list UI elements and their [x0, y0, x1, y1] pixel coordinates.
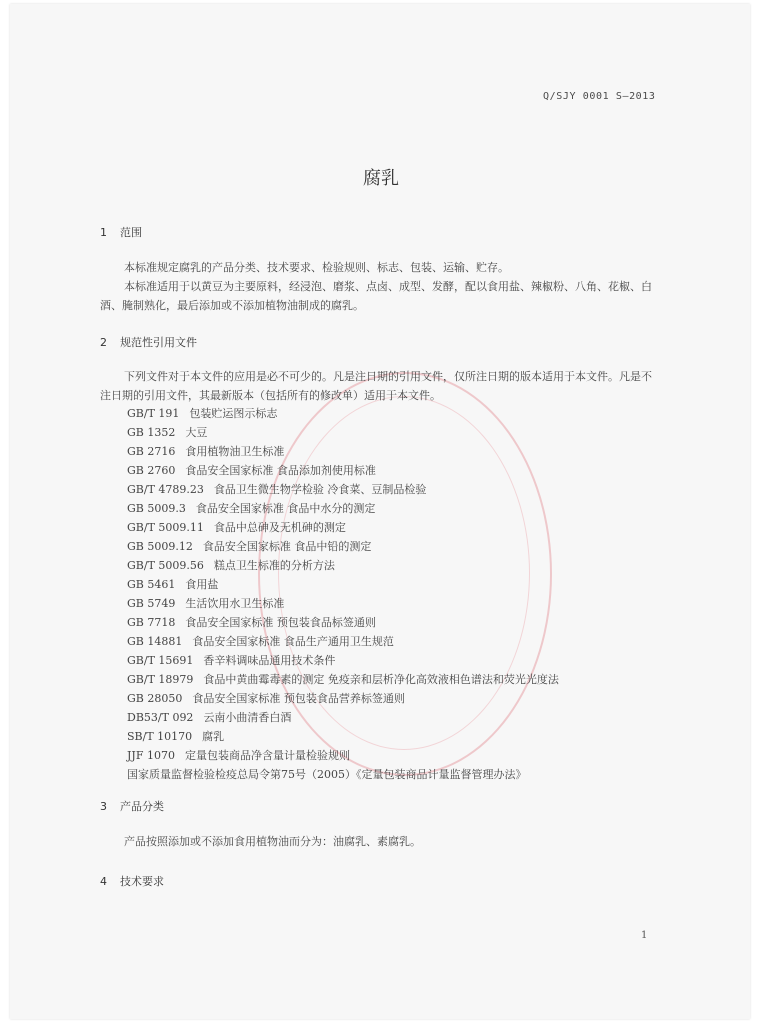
- reference-name: 食用盐: [185, 578, 219, 591]
- reference-code: GB 1352: [127, 426, 176, 439]
- reference-item: [100, 689, 660, 708]
- scope-paragraph-1: 本标准规定腐乳的产品分类、技术要求、检验规则、标志、包装、运输、贮存。: [124, 261, 509, 274]
- reference-name: 食品卫生微生物学检验 冷食菜、豆制品检验: [213, 483, 427, 496]
- reference-item: [100, 461, 660, 480]
- reference-item: [100, 423, 660, 442]
- reference-item: [100, 556, 660, 575]
- reference-item: [100, 632, 660, 651]
- section-title: 技术要求: [120, 875, 164, 888]
- reference-code: GB/T 15691: [127, 654, 194, 667]
- reference-code: GB/T 5009.56: [127, 559, 204, 572]
- reference-name: 食品安全国家标准 食品中铅的测定: [202, 540, 372, 553]
- reference-item: [100, 765, 660, 784]
- reference-name: 食品中总砷及无机砷的测定: [213, 521, 346, 534]
- reference-code: GB 2716: [127, 445, 176, 458]
- reference-name: 生活饮用水卫生标准: [185, 597, 285, 610]
- reference-item: [100, 537, 660, 556]
- reference-item: [100, 480, 660, 499]
- section-number: 3: [100, 800, 107, 813]
- reference-name: 食品中黄曲霉毒素的测定 免疫亲和层析净化高效液相色谱法和荧光光度法: [203, 673, 559, 686]
- reference-item: [100, 746, 660, 765]
- section-title: 规范性引用文件: [120, 336, 197, 349]
- reference-item: [100, 651, 660, 670]
- reference-item: [100, 518, 660, 537]
- reference-item: [100, 670, 660, 689]
- section-heading-3: [100, 798, 164, 814]
- reference-code: GB 5749: [127, 597, 176, 610]
- reference-name: 食品安全国家标准 预包装食品标签通则: [185, 616, 376, 629]
- reference-item: [100, 708, 660, 727]
- reference-code: GB/T 5009.11: [127, 521, 204, 534]
- reference-list: [100, 404, 660, 784]
- reference-code: GB/T 4789.23: [127, 483, 204, 496]
- reference-item: [100, 594, 660, 613]
- reference-name: 云南小曲清香白酒: [203, 711, 292, 724]
- reference-code: JJF 1070: [127, 749, 175, 762]
- document-title: 腐乳: [363, 168, 399, 189]
- reference-name: 食品安全国家标准 预包装食品营养标签通则: [192, 692, 405, 705]
- reference-code: DB53/T 092: [127, 711, 194, 724]
- section-heading-1: [100, 224, 142, 240]
- classification-text: 产品按照添加或不添加食用植物油而分为：油腐乳、素腐乳。: [124, 835, 421, 848]
- reference-item: [100, 727, 660, 746]
- reference-name: 食品安全国家标准 食品生产通用卫生规范: [192, 635, 394, 648]
- section-title: 范围: [120, 226, 142, 239]
- section-title: 产品分类: [120, 800, 164, 813]
- reference-name: 食用植物油卫生标准: [185, 445, 285, 458]
- reference-code: GB 28050: [127, 692, 183, 705]
- reference-item: [100, 575, 660, 594]
- references-intro: 下列文件对于本文件的应用是必不可少的。凡是注日期的引用文件，仅所注日期的版本适用于本文件。凡是不注日期的引用文件，其最新版本（包括所有的修改单）适用于本文件。: [100, 370, 652, 402]
- reference-name: 糕点卫生标准的分析方法: [213, 559, 335, 572]
- reference-code: GB 2760: [127, 464, 176, 477]
- reference-code: GB 5009.12: [127, 540, 193, 553]
- section-number: 4: [100, 875, 107, 888]
- section-number: 1: [100, 226, 107, 239]
- reference-name: 腐乳: [202, 730, 225, 743]
- reference-code: GB/T 18979: [127, 673, 194, 686]
- standard-code: Q/SJY 0001 S—2013: [543, 91, 656, 102]
- reference-code: GB 14881: [127, 635, 183, 648]
- reference-code: SB/T 10170: [127, 730, 193, 743]
- section-heading-2: [100, 334, 197, 350]
- reference-item: [100, 404, 660, 423]
- reference-name: 包装贮运图示标志: [189, 407, 278, 420]
- scope-paragraph-2: 本标准适用于以黄豆为主要原料，经浸泡、磨浆、点卤、成型、发酵，配以食用盐、辣椒粉、八角、花椒、白酒、腌制熟化，最后添加或不添加植物油制成的腐乳。: [100, 280, 652, 312]
- reference-name: 食品安全国家标准 食品添加剂使用标准: [185, 464, 376, 477]
- reference-code: GB 5009.3: [127, 502, 186, 515]
- reference-code: GB 7718: [127, 616, 176, 629]
- section-number: 2: [100, 336, 107, 349]
- reference-item: [100, 442, 660, 461]
- reference-name: 香辛料调味品通用技术条件: [203, 654, 336, 667]
- page-number: 1: [641, 930, 648, 941]
- reference-code: GB/T 191: [127, 407, 180, 420]
- reference-name: 国家质量监督检验检疫总局令第75号（2005）《定量包装商品计量监督管理办法》: [127, 768, 527, 781]
- reference-code: GB 5461: [127, 578, 176, 591]
- reference-name: 定量包装商品净含量计量检验规则: [184, 749, 350, 762]
- reference-name: 大豆: [185, 426, 208, 439]
- reference-name: 食品安全国家标准 食品中水分的测定: [195, 502, 376, 515]
- reference-item: [100, 613, 660, 632]
- reference-item: [100, 499, 660, 518]
- section-heading-4: [100, 873, 164, 889]
